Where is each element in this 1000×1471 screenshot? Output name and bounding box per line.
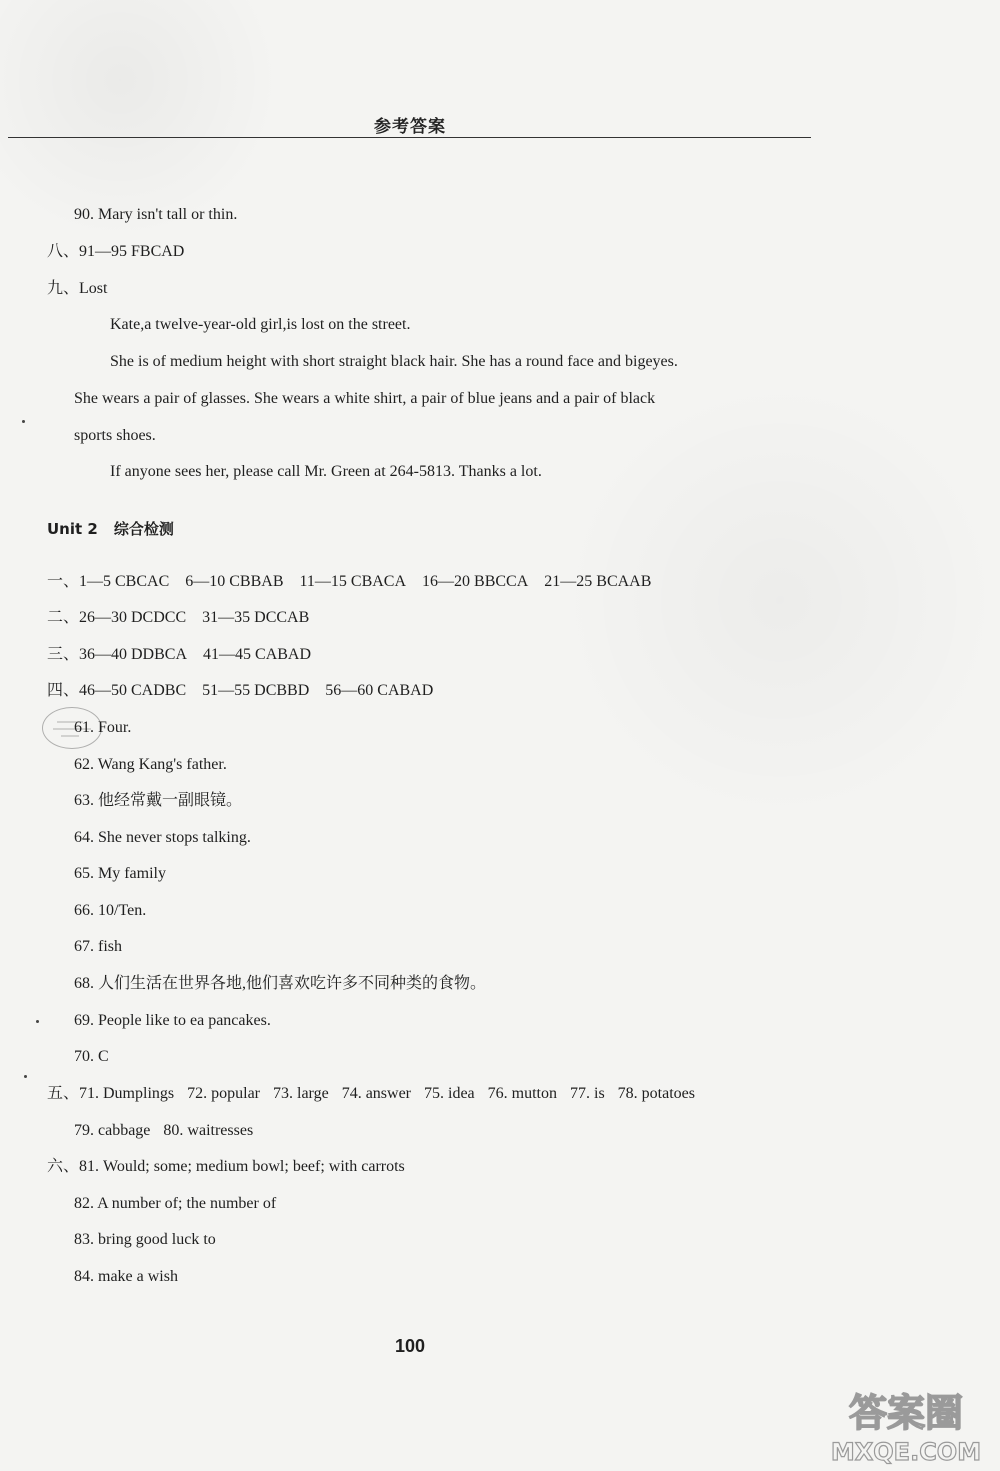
section-nine-title: 九、Lost [47,280,108,297]
answer-item: 72. popular [187,1085,260,1102]
answer-62: 62. Wang Kang's father. [74,756,227,773]
answer-group: 21—25 BCAAB [544,573,652,590]
answer-group: 41—45 CABAD [203,646,312,663]
unit2-section-three [47,645,311,665]
page-header-title: 参考答案 [374,117,446,137]
answer-90: 90. Mary isn't tall or thin. [74,206,238,223]
answer-67: 67. fish [74,938,122,955]
answer-item: 79. cabbage [74,1122,151,1139]
answer-group: 16—20 BBCCA [422,573,529,590]
unit-heading [47,519,174,539]
lost-notice-paragraph-2-end: sports shoes. [74,427,156,444]
lost-notice-paragraph-2: She is of medium height with short straight black hair. She has a round face and bigeyes. [110,353,678,370]
scan-speck [36,1020,39,1023]
answer-82: 82. A number of; the number of [74,1195,277,1212]
watermark-domain-text: MXQE.COM [830,1438,982,1466]
answer-item: 78. potatoes [617,1085,695,1102]
header-divider [8,137,811,138]
answer-item: 73. large [273,1085,329,1102]
answer-group: 11—15 CBACA [299,573,407,590]
answer-70: 70. C [74,1048,109,1065]
answer-group: 二、26—30 DCDCC [47,609,187,626]
answer-item: 76. mutton [487,1085,557,1102]
watermark-logo [820,1382,992,1466]
answer-group: 四、46—50 CADBC [47,682,187,699]
scan-speck [22,420,25,423]
unit2-section-six: 六、81. Would; some; medium bowl; beef; with carrots [47,1158,405,1175]
answer-group: 三、36—40 DDBCA [47,646,188,663]
lost-notice-paragraph-1: Kate,a twelve-year-old girl,is lost on the street. [110,316,411,333]
unit-label: Unit 2 [47,520,98,538]
watermark-main-text: 答案圈 [848,1391,964,1435]
unit2-section-one [47,572,651,592]
answer-item: 77. is [570,1085,605,1102]
unit-title-text: 综合检测 [113,520,174,538]
answer-item: 75. idea [424,1085,475,1102]
answer-68: 68. 人们生活在世界各地,他们喜欢吃许多不同种类的食物。 [74,975,487,992]
page-number: 100 [394,1336,426,1356]
lost-notice-paragraph-3: If anyone sees her, please call Mr. Green at 264-5813. Thanks a lot. [110,463,542,480]
answer-69: 69. People like to ea pancakes. [74,1012,271,1029]
answer-group: 一、1—5 CBCAC [47,573,170,590]
answer-61: 61. Four. [74,719,132,736]
answer-65: 65. My family [74,865,166,882]
answer-84: 84. make a wish [74,1268,178,1285]
unit2-section-two [47,608,309,628]
answer-item: 80. waitresses [163,1122,254,1139]
answer-group: 6—10 CBBAB [185,573,284,590]
answer-83: 83. bring good luck to [74,1231,216,1248]
answer-group: 56—60 CABAD [325,682,434,699]
unit2-section-four [47,681,433,701]
section-eight: 八、91—95 FBCAD [47,243,185,260]
answer-group: 51—55 DCBBD [202,682,310,699]
scan-speck [24,1075,27,1078]
answer-group: 31—35 DCCAB [202,609,310,626]
answer-63: 63. 他经常戴一副眼镜。 [74,792,243,809]
unit2-section-five [47,1084,695,1104]
lost-notice-paragraph-2-cont: She wears a pair of glasses. She wears a white shirt, a pair of blue jeans and a pair of black [74,390,656,407]
answer-66: 66. 10/Ten. [74,902,147,919]
unit2-section-five-cont [74,1121,253,1141]
answer-item: 五、71. Dumplings [47,1085,175,1102]
answer-item: 74. answer [341,1085,411,1102]
answer-64: 64. She never stops talking. [74,829,251,846]
